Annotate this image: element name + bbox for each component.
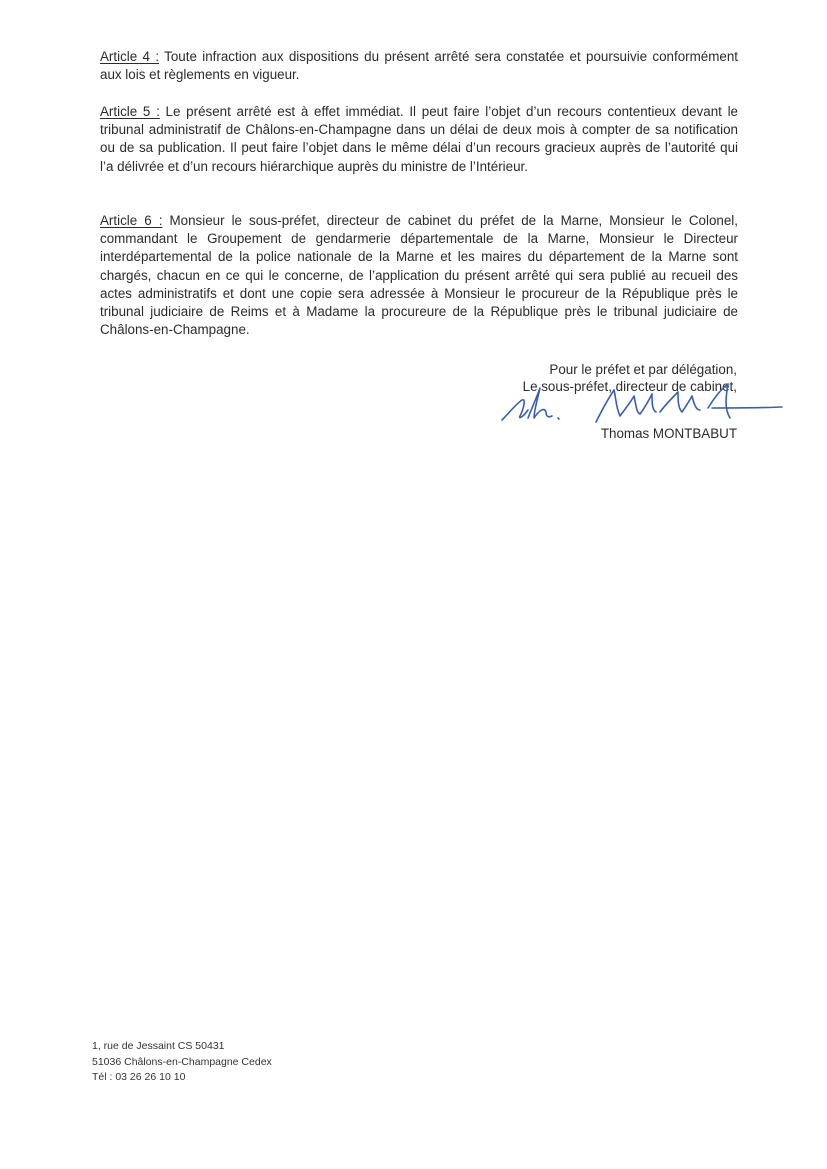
footer-city: 51036 Châlons-en-Champagne Cedex — [92, 1055, 272, 1068]
signature-stroke-4 — [596, 390, 614, 422]
article-4-label: Article 4 : — [100, 49, 160, 64]
article-5 — [100, 103, 738, 176]
article-5-text: Le présent arrêté est à effet immédiat. Il peut faire l’objet d’un recours contentieux devant le tribunal administratif de Châlons-en-Champagne dans un délai de deux mois à compter de sa notification ou de sa publication. Il peut faire l’objet dans le même délai d’un recours gracieux auprès de l’autorité qui l’a délivrée et d’un recours hiérarchique auprès du ministre de l’Intérieur. — [100, 104, 739, 174]
signature-title-line: Le sous-préfet, directeur de cabinet, — [522, 379, 737, 394]
signature-delegation-line: Pour le préfet et par délégation, — [549, 362, 737, 377]
article-4 — [100, 48, 738, 84]
signature-stroke-2 — [528, 388, 552, 418]
footer-address — [92, 1039, 272, 1086]
handwritten-signature — [498, 378, 788, 430]
signature-stroke-6 — [660, 392, 700, 412]
signature-stroke-5 — [614, 390, 656, 416]
footer-phone: Tél : 03 26 26 10 10 — [92, 1071, 186, 1083]
article-6-label: Article 6 : — [100, 213, 163, 228]
article-5-label: Article 5 : — [100, 104, 160, 119]
signature-stroke-1 — [502, 400, 528, 420]
signature-stroke-3 — [558, 418, 559, 419]
signature-strokes — [502, 384, 782, 422]
footer-street: 1, rue de Jessaint CS 50431 — [92, 1040, 225, 1052]
article-6 — [100, 212, 738, 339]
article-6-text: Monsieur le sous-préfet, directeur de cabinet du préfet de la Marne, Monsieur le Colonel, commandant le Groupement de gendarmerie départementale de la Marne, Monsieur le Directeur interdépartemental de la police nationale de la Marne et les maires du département de la Marne sont chargés, chacun en ce qui le concerne, de l’application du présent arrêté qui sera publié au recueil des actes administratifs et dont une copie sera adressée à Monsieur le procureur de la République près le tribunal judiciaire de Reims et à Madame la procureure de la République près le tribunal judiciaire de Châlons-en-Champagne. — [100, 213, 738, 338]
article-4-text: Toute infraction aux dispositions du présent arrêté sera constatée et poursuivie conformément aux lois et règlements en vigueur. — [100, 49, 739, 83]
signature-stroke-9 — [712, 407, 782, 408]
signature-stroke-8 — [726, 384, 730, 418]
signature-stroke-7 — [708, 384, 728, 408]
signatory-name: Thomas MONTBABUT — [600, 426, 737, 441]
